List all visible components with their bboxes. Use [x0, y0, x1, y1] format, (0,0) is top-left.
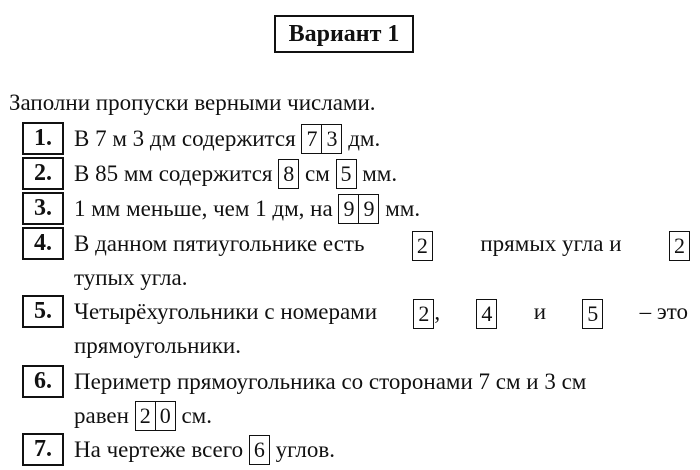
- question-number: 2.: [22, 157, 64, 190]
- answer-digit: 9: [343, 195, 355, 221]
- question-number: 7.: [22, 433, 64, 466]
- question-text: мм.: [385, 196, 421, 221]
- answer-digit: 7: [306, 125, 318, 151]
- answer-digit: 2: [418, 301, 430, 326]
- question-number: 5.: [22, 295, 64, 328]
- question-number: 1.: [22, 122, 64, 155]
- answer-digit: 3: [321, 125, 341, 153]
- answer-digit: 0: [155, 402, 175, 430]
- question-text-line2: прямоугольники.: [74, 333, 241, 358]
- answer-box: [301, 124, 342, 154]
- answer-digit: 4: [481, 301, 493, 326]
- question-text: прямых угла и: [480, 231, 622, 256]
- variant-title: Вариант 1: [274, 15, 414, 53]
- answer-digit: 2: [139, 402, 151, 428]
- answer-digit: 6: [253, 436, 265, 462]
- question-6: [0, 365, 700, 435]
- question-4: [0, 227, 700, 297]
- question-text: мм.: [362, 161, 398, 186]
- question-text: Четырёхугольники с номерами: [74, 299, 378, 324]
- answer-digit: 2: [673, 233, 685, 258]
- answer-box: [412, 231, 433, 261]
- question-text: ,: [434, 299, 441, 325]
- question-text: В 85 мм содержится: [74, 161, 273, 186]
- question-text: 1 мм меньше, чем 1 дм, на: [74, 196, 333, 221]
- answer-box: [413, 299, 434, 329]
- question-text: В 7 м 3 дм содержится: [74, 126, 296, 151]
- answer-box: [278, 159, 299, 189]
- answer-box: [669, 231, 690, 261]
- question-text-line2: см.: [181, 403, 212, 428]
- answer-box: [582, 299, 603, 329]
- question-text: углов.: [275, 437, 335, 462]
- question-text: см: [304, 161, 330, 186]
- answer-box: [476, 299, 497, 329]
- question-2: [0, 157, 700, 197]
- answer-digit: 5: [340, 160, 352, 186]
- question-text: дм.: [348, 126, 381, 151]
- answer-digit: 9: [358, 195, 378, 223]
- question-text: – это: [639, 299, 688, 324]
- question-text: и: [533, 299, 546, 324]
- question-number: 3.: [22, 192, 64, 225]
- question-5: [0, 295, 700, 365]
- question-text: В данном пятиугольнике есть: [74, 231, 365, 256]
- question-text: На чертеже всего: [74, 437, 244, 462]
- answer-box: [135, 401, 176, 431]
- question-1: [0, 122, 700, 162]
- answer-digit: 8: [283, 160, 295, 186]
- question-text-line2: тупых угла.: [74, 265, 188, 290]
- question-3: [0, 192, 700, 232]
- answer-digit: 2: [416, 233, 428, 258]
- question-text-line2: равен: [74, 403, 129, 428]
- question-7: [0, 433, 700, 470]
- question-number: 4.: [22, 227, 64, 260]
- answer-box: [249, 435, 270, 465]
- answer-box: [338, 194, 379, 224]
- instruction-text: Заполни пропуски верными числами.: [9, 90, 376, 115]
- question-number: 6.: [22, 365, 64, 398]
- answer-digit: 5: [587, 301, 599, 326]
- question-text: Периметр прямоугольника со сторонами 7 см и 3 см: [74, 369, 587, 394]
- answer-box: [336, 159, 357, 189]
